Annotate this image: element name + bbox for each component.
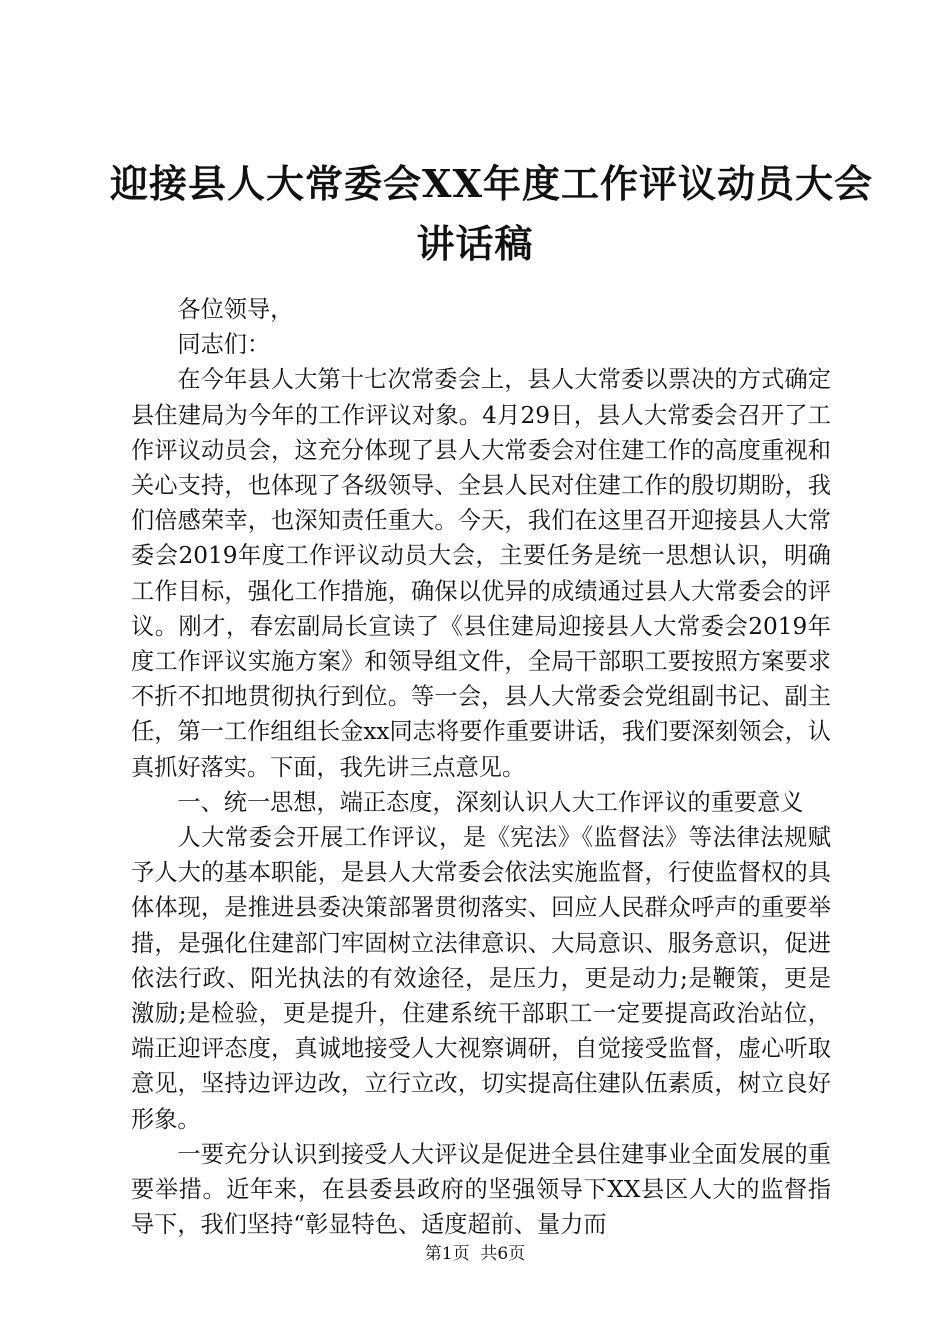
body-paragraph: 一要充分认识到接受人大评议是促进全县住建事业全面发展的重要举措。近年来，在县委县政府的坚强领导下XX县区人大的监督指导下，我们坚持“彰显特色、适度超前、量力而: [131, 1140, 831, 1239]
body-paragraph: 人大常委会开展工作评议，是《宪法》《监督法》等法律法规赋予人大的基本职能，是县人大常委会依法实施监督，行使监督权的具体体现，是推进县委决策部署贯彻落实、回应人民群众呼声的重要举措，是强化住建部门牢固树立法律意识、大局意识、服务意识，促进依法行政、阳光执法的有效途径，是压力，更是动力;是鞭策，更是激励;是检验，更是提升，住建系统干部职工一定要提高政治站位，端正迎评态度，真诚地接受人大视察调研，自觉接受监督，虚心听取意见，坚持边评边改，立行立改，切实提高住建队伍素质，树立良好形象。: [131, 824, 831, 1133]
document-body: [131, 292, 831, 1242]
body-paragraph: 在今年县人大第十七次常委会上，县人大常委以票决的方式确定县住建局为今年的工作评议对象。4月29日，县人大常委会召开了工作评议动员会，这充分体现了县人大常委会对住建工作的高度重视和关心支持，也体现了各级领导、全县人民对住建工作的殷切期盼，我们倍感荣幸，也深知责任重大。今天，我们在这里召开迎接县人大常委会2019年度工作评议动员大会，主要任务是统一思想认识，明确工作目标，强化工作措施，确保以优异的成绩通过县人大常委会的评议。刚才，春宏副局长宣读了《县住建局迎接县人大常委会2019年度工作评议实施方案》和领导组文件，全局干部职工要按照方案要求不折不扣地贯彻执行到位。等一会，县人大常委会党组副书记、副主任，第一工作组组长金xx同志将要作重要讲话，我们要深刻领会，认真抓好落实。下面，我先讲三点意见。: [131, 366, 831, 781]
document-title-line-2: 讲话稿: [416, 221, 534, 266]
section-heading: 一、统一思想，端正态度，深刻认识人大工作评议的重要意义: [177, 788, 804, 816]
salutation-leaders: 各位领导，: [177, 296, 294, 323]
page-footer: [0, 1243, 950, 1265]
page-number: 第1页 共6页: [424, 1244, 526, 1264]
document-title-line-1: 迎接县人大常委会XX年度工作评议动员大会: [110, 161, 873, 206]
salutation-comrades: 同志们：: [177, 331, 271, 359]
